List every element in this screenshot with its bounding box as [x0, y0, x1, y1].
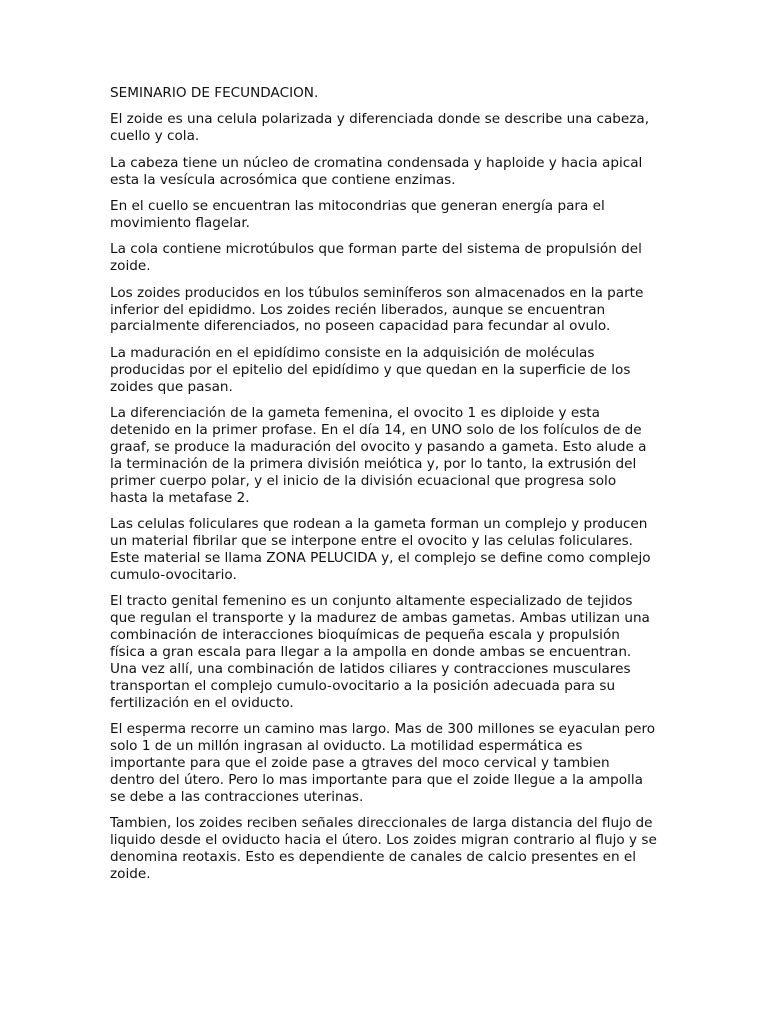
paragraph: Tambien, los zoides reciben señales direccionales de larga distancia del flujo de liquido desde el oviducto hacia el útero. Los zoides migran contrario al flujo y se denomina reotaxis. Esto es dependiente de canales de calcio presentes en el zoide.: [110, 815, 657, 882]
paragraph: Las celulas foliculares que rodean a la gameta forman un complejo y producen un material fibrilar que se interpone entre el ovocito y las celulas foliculares. Este material se llama ZONA PELUCIDA y, el complejo se define como complejo cumulo-ovocitario.: [110, 516, 651, 583]
paragraph: La cabeza tiene un núcleo de cromatina condensada y haploide y hacia apical esta la vesícula acrosómica que contiene enzimas.: [110, 154, 643, 188]
paragraph: El zoide es una celula polarizada y diferenciada donde se describe una cabeza, cuello y cola.: [110, 111, 650, 145]
document-title: SEMINARIO DE FECUNDACION.: [110, 85, 319, 101]
paragraph: La maduración en el epidídimo consiste en la adquisición de moléculas producidas por el epitelio del epidídimo y que quedan en la superficie de los zoides que pasan.: [110, 344, 631, 395]
document-body: [110, 85, 658, 892]
paragraph: En el cuello se encuentran las mitocondrias que generan energía para el movimiento flagelar.: [110, 198, 605, 231]
paragraph: Los zoides producidos en los túbulos seminíferos son almacenados en la parte inferior del epididmo. Los zoides recién liberados, aunque se encuentran parcialmente diferenciados, no poseen capacidad para fecundar al ovulo.: [110, 284, 644, 335]
paragraph: El esperma recorre un camino mas largo. Mas de 300 millones se eyaculan pero solo 1 de un millón ingrasan al oviducto. La motilidad espermática es importante para que el zoide pase a gtraves del moco cervical y tambien dentro del útero. Pero lo mas importante para que el zoide llegue a la ampolla se debe a las contracciones uterinas.: [110, 721, 656, 805]
paragraph: La diferenciación de la gameta femenina, el ovocito 1 es diploide y esta detenido en la primer profase. En el día 14, en UNO solo de los folículos de de graaf, se produce la maduración del ovocito y pasando a gameta. Esto alude a la terminación de la primera división meiótica y, por lo tanto, la extrusión del primer cuerpo polar, y el inicio de la división ecuacional que progresa solo hasta la metafase 2.: [110, 405, 647, 506]
paragraph: La cola contiene microtúbulos que forman parte del sistema de propulsión del zoide.: [110, 241, 642, 275]
paragraph: El tracto genital femenino es un conjunto altamente especializado de tejidos que regulan el transporte y la madurez de ambas gametas. Ambas utilizan una combinación de interacciones bioquímicas de pequeña escala y propulsión física a gran escala para llegar a la ampolla en donde ambas se encuentran. Una vez allí, una combinación de latidos ciliares y contracciones musculares transportan el complejo cumulo-ovocitario a la posición adecuada para su fertilización en el oviducto.: [110, 593, 650, 711]
